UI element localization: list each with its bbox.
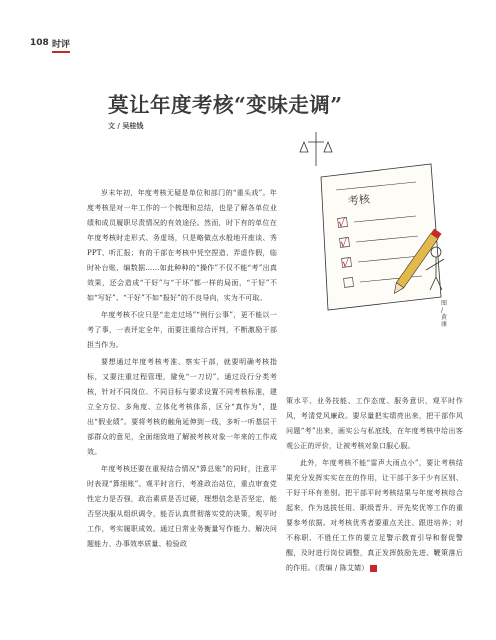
paragraph: 岁末年初，年度考核无疑是单位和部门的“重头戏”。年度考核是对一年工作的一个梳理和总结，也是了解各单位业绩和成员履职尽责情况的有效途径。然而，时下有的单位在年度考核时走形式、务虚场，只是略做点水般地开座谈、秀PPT、听汇报；有的干部在考核中凭空捏造、弄虚作假，临时补台账、编数据……如此种种的“操作”不仅不能“考”出真效果，还会造成“干好”与“干坏”都一样的局面，“干好”不如“写好”、“干好”不如“报好”的不良导向，实为不可取。 [87,189,277,302]
article-title: 莫让年度考核“变味走调” [108,93,343,117]
article-author: 文 / 吴桂钱 [108,122,144,130]
paragraph: 要想通过年度考核考准、察实干部，就要明确考核指标，又要注重过程管理，避免“一刀切”。通过设行分类考核，针对不同岗位、不同目标与要求设置不同考核标准，建立全方位、多角度、立体化考核体系，区分“真作为”，提出“假业绩”。要将考核的触角延伸到一线，多听一听基层干部群众的意见，全面细致地了解被考核对象一年来的工作成效。 [87,358,277,456]
check-mark: √ [338,217,346,230]
article-body-right [286,394,463,578]
section-label: 时评 [52,37,70,53]
page-number: 108 [30,38,49,48]
paragraph: 此外，年度考核不能“雷声大雨点小”，要让考核结果充分发挥实实在在的作用，让干部干多干少有区别、干好干坏有差别。把干部平时考核结果与年度考核综合起来，作为选拔任用、职级晋升、评先奖优等工作的重要参考依据。对考核优秀者要重点关注、跟进培养；对不称职、不胜任工作的要立足警示教育引导和督促警醒，及时进行岗位调整，真正发挥鼓励先进、鞭策落后的作用。（责编 / 陈艾婧） [286,459,463,572]
form-label: 考核 [347,192,371,208]
check-mark: √ [342,257,350,270]
paragraph: 年度考核还要在重视结合情况“算总账”的同时，注意平时表现“算细账”。观平时言行，考准政治站位，重点审查党性定力是否强，政治素质是否过硬，理想信念是否坚定，能否坚决服从组织调令，能否认真贯彻落实党的决策，观平时工作，考实履职成效。通过日常业务衡量写作能力、解决问题能力、办事效率质量、检验政 [87,465,277,548]
paragraph: 年度考核不应只是“走走过场”“例行公事”，更不能以一考了事，一表评定全年，而要注重综合评判，不断激励干部担当作为。 [87,311,277,349]
article-body-left [87,186,277,554]
paragraph-end [286,456,463,576]
check-mark: √ [340,237,348,250]
illustration [266,122,466,327]
illustration-credit: 图 / 黄康 [441,300,448,328]
form-paper [321,164,441,310]
paragraph: 策水平、业务技能、工作态度、服务意识，观平时作风，考清党风廉政。要尽量把实绩亮出来，把干部作风问题“考”出来，画实公与私底线，在年度考核中给出客观公正的评价，让被考核对象口服心服。 [286,397,463,450]
checklist-illustration [266,122,466,327]
end-mark-icon [370,565,377,572]
